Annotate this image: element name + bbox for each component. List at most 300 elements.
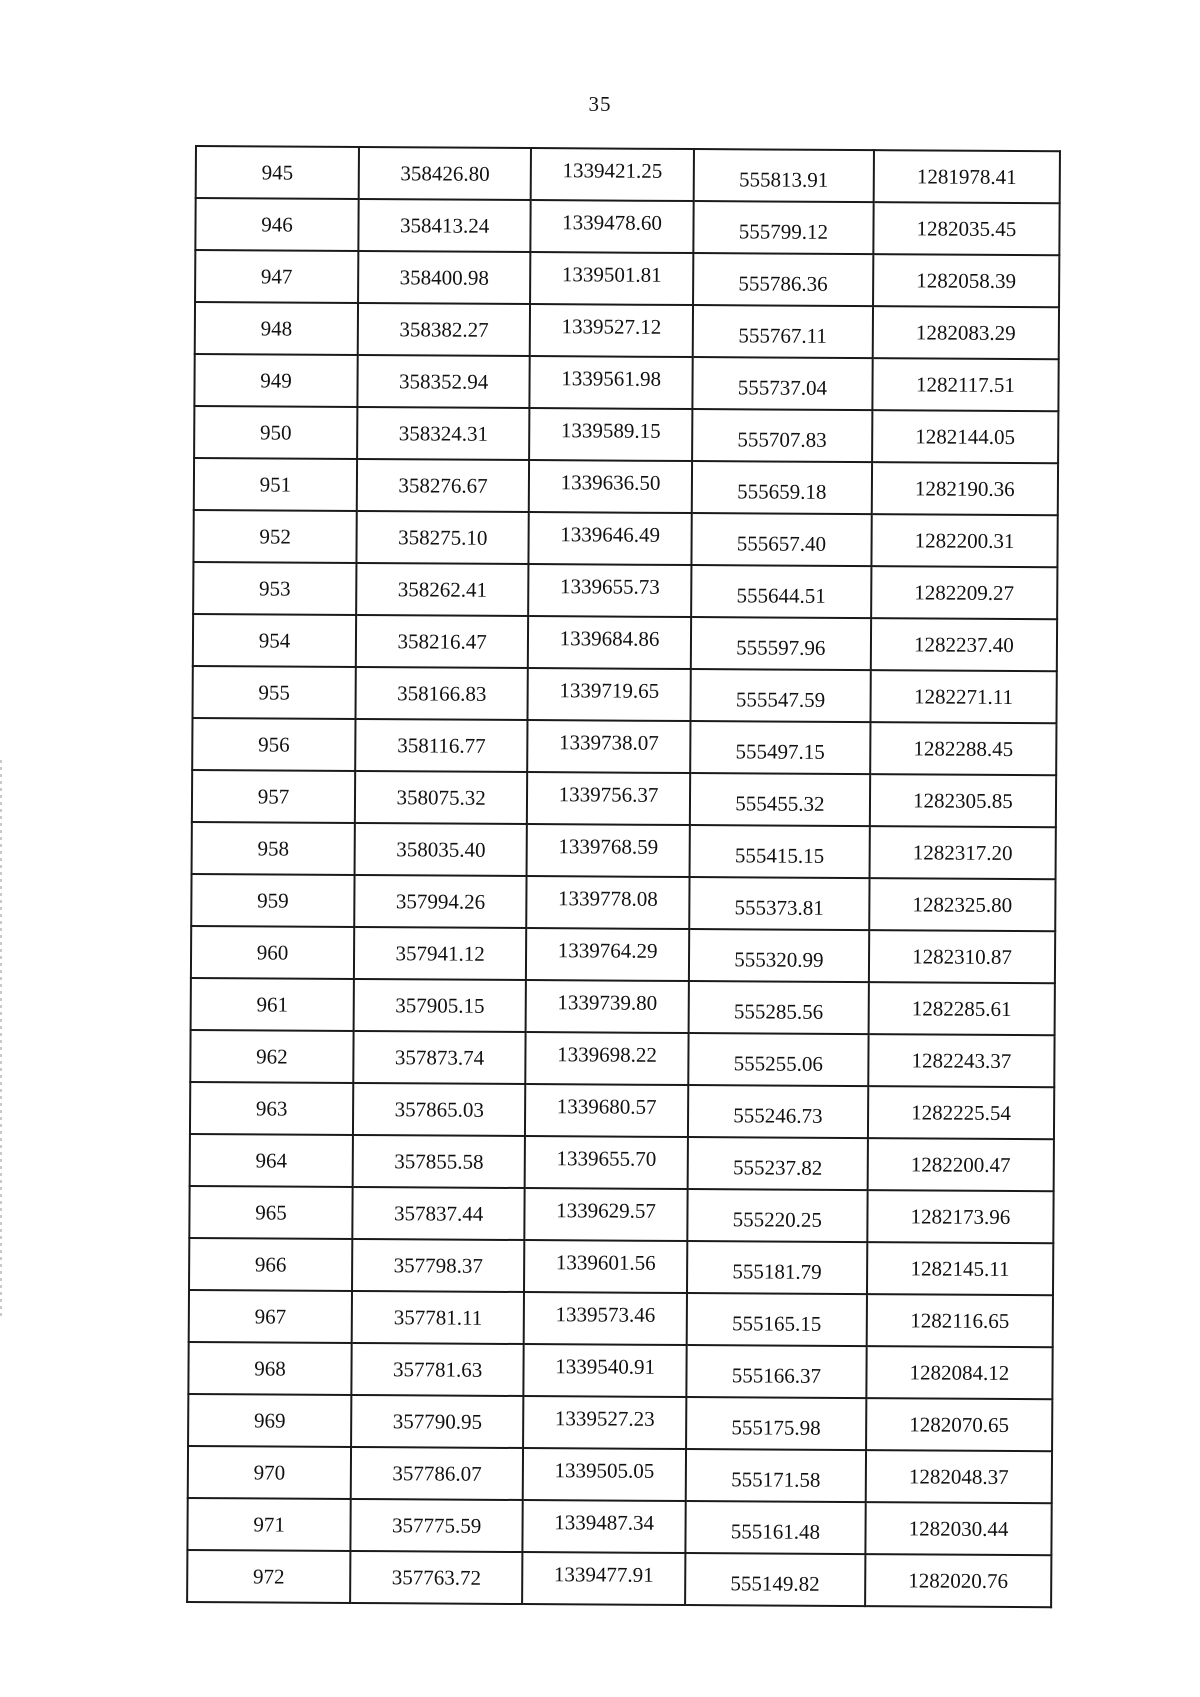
cell-text: 948	[260, 315, 293, 341]
coord-x1-cell	[354, 875, 526, 928]
cell-text: 1282305.85	[913, 787, 1013, 813]
coord-x2-cell	[689, 929, 869, 982]
cell-text: 1339589.15	[560, 417, 661, 443]
coord-x2-cell	[688, 1085, 868, 1138]
table-row	[194, 354, 1058, 411]
coord-x2-cell	[686, 1397, 866, 1450]
cell-text: 555165.15	[731, 1310, 822, 1336]
cell-text: 1282035.45	[916, 215, 1017, 241]
coord-x2-cell	[691, 513, 871, 566]
cell-text: 358035.40	[396, 836, 486, 862]
cell-text: 1339527.12	[561, 313, 662, 339]
cell-text: 1339739.80	[557, 989, 658, 1015]
coord-y2-cell	[868, 1086, 1054, 1139]
coord-x2-cell	[689, 825, 869, 878]
cell-text: 555149.82	[730, 1570, 820, 1596]
cell-text: 966	[254, 1251, 287, 1277]
table-row	[189, 1238, 1053, 1295]
cell-text: 555597.96	[736, 634, 826, 660]
cell-text: 555171.58	[731, 1466, 821, 1492]
coord-y2-cell	[873, 202, 1059, 255]
cell-text: 555373.81	[734, 894, 824, 920]
point-number-cell	[196, 146, 359, 199]
cell-text: 357798.37	[393, 1252, 484, 1278]
coord-x2-cell	[687, 1241, 867, 1294]
coord-x1-cell	[351, 1395, 523, 1448]
cell-text: 357763.72	[391, 1564, 482, 1590]
coord-x2-cell	[691, 617, 871, 670]
cell-text: 1282271.11	[914, 683, 1014, 709]
cell-text: 555415.15	[734, 842, 825, 868]
point-number-cell	[189, 1290, 352, 1343]
point-number-cell	[191, 978, 354, 1031]
coord-y2-cell	[871, 566, 1057, 619]
coord-y2-cell	[868, 1034, 1054, 1087]
cell-text: 555799.12	[738, 218, 829, 244]
coord-y1-cell	[526, 876, 689, 929]
cell-text: 555255.06	[733, 1050, 823, 1076]
cell-text: 1339540.91	[555, 1353, 656, 1379]
cell-text: 1339573.46	[555, 1301, 656, 1327]
point-number-cell	[192, 822, 355, 875]
coord-x2-cell	[692, 409, 872, 462]
cell-text: 949	[260, 367, 292, 393]
cell-text: 357905.15	[395, 992, 485, 1018]
cell-text: 959	[257, 887, 289, 913]
coord-y1-cell	[529, 512, 692, 565]
cell-text: 1339477.91	[553, 1561, 654, 1587]
coord-y2-cell	[867, 1294, 1053, 1347]
point-number-cell	[187, 1550, 350, 1603]
cell-text: 555246.73	[733, 1102, 823, 1128]
cell-text: 1282200.47	[910, 1151, 1011, 1177]
cell-text: 1339487.34	[554, 1509, 655, 1535]
coord-y1-cell	[529, 460, 692, 513]
cell-text: 555166.37	[731, 1362, 822, 1388]
cell-text: 953	[259, 575, 291, 601]
point-number-cell	[188, 1342, 351, 1395]
coord-x2-cell	[685, 1501, 865, 1554]
coord-y1-cell	[526, 1032, 689, 1085]
coord-y2-cell	[866, 1346, 1052, 1399]
cell-text: 358413.24	[399, 212, 490, 238]
coord-x1-cell	[357, 407, 529, 460]
cell-text: 952	[259, 523, 291, 549]
table-row	[191, 874, 1055, 931]
cell-text: 956	[258, 731, 290, 757]
coord-y2-cell	[869, 878, 1055, 931]
coord-y2-cell	[873, 306, 1059, 359]
coord-x2-cell	[693, 253, 873, 306]
cell-text: 968	[254, 1355, 286, 1381]
coord-y1-cell	[523, 1396, 686, 1449]
point-number-cell	[191, 926, 354, 979]
cell-text: 555181.79	[732, 1258, 822, 1284]
table-row	[193, 614, 1057, 671]
cell-text: 1282225.54	[911, 1099, 1011, 1125]
cell-text: 357781.11	[393, 1304, 483, 1330]
coord-y1-cell	[530, 252, 693, 305]
cell-text: 1282310.87	[912, 943, 1012, 969]
coord-x1-cell	[358, 251, 530, 304]
cell-text: 358116.77	[397, 732, 486, 758]
cell-text: 1282285.61	[911, 995, 1012, 1021]
coord-x2-cell	[688, 1137, 868, 1190]
point-number-cell	[189, 1238, 352, 1291]
coord-x1-cell	[354, 979, 526, 1032]
coord-x1-cell	[350, 1499, 522, 1552]
coord-y1-cell	[530, 356, 693, 409]
coord-x2-cell	[692, 461, 872, 514]
table-row	[189, 1186, 1053, 1243]
coord-y2-cell	[869, 930, 1055, 983]
coord-y1-cell	[522, 1552, 685, 1605]
cell-text: 965	[255, 1199, 287, 1225]
coord-y2-cell	[874, 150, 1060, 203]
cell-text: 1282243.37	[911, 1047, 1012, 1073]
cell-text: 1339629.57	[556, 1197, 657, 1223]
cell-text: 555813.91	[738, 166, 829, 192]
coord-y2-cell	[866, 1450, 1052, 1503]
cell-text: 1282070.65	[909, 1411, 1010, 1437]
cell-text: 1282084.12	[909, 1359, 1010, 1385]
point-number-cell	[194, 354, 357, 407]
cell-text: 969	[253, 1407, 286, 1433]
point-number-cell	[192, 666, 355, 719]
point-number-cell	[193, 562, 356, 615]
coord-x1-cell	[355, 719, 527, 772]
cell-text: 1281978.41	[916, 163, 1017, 189]
coord-y1-cell	[531, 200, 694, 253]
cell-text: 555320.99	[734, 946, 824, 972]
cell-text: 358400.98	[399, 264, 490, 290]
cell-text: 971	[253, 1511, 285, 1537]
coord-x1-cell	[354, 927, 526, 980]
cell-text: 951	[259, 471, 292, 497]
coord-x2-cell	[687, 1189, 867, 1242]
coord-y2-cell	[865, 1554, 1051, 1607]
table-row	[192, 666, 1056, 723]
coord-y1-cell	[525, 1084, 688, 1137]
coord-y1-cell	[531, 148, 694, 201]
coord-y1-cell	[530, 304, 693, 357]
table-row	[192, 718, 1056, 775]
point-number-cell	[194, 406, 357, 459]
cell-text: 358275.10	[398, 524, 488, 550]
table-row	[193, 562, 1057, 619]
coord-y1-cell	[525, 1188, 688, 1241]
cell-text: 357855.58	[394, 1148, 484, 1174]
coord-x1-cell	[353, 1031, 525, 1084]
cell-text: 1339680.57	[556, 1093, 657, 1119]
table-row	[188, 1446, 1052, 1503]
point-number-cell	[195, 250, 358, 303]
coord-x2-cell	[688, 981, 868, 1034]
cell-text: 555175.98	[731, 1414, 821, 1440]
point-number-cell	[188, 1394, 351, 1447]
cell-text: 945	[261, 159, 294, 185]
cell-text: 1282190.36	[914, 475, 1015, 501]
coord-y1-cell	[525, 1136, 688, 1189]
table-row	[192, 822, 1056, 879]
cell-text: 555547.59	[735, 686, 826, 712]
cell-text: 1282209.27	[914, 579, 1015, 605]
cell-text: 358075.32	[396, 784, 486, 810]
cell-text: 1339421.25	[562, 157, 663, 183]
coord-y2-cell	[870, 774, 1056, 827]
cell-text: 555707.83	[737, 426, 827, 452]
point-number-cell	[190, 1082, 353, 1135]
cell-text: 962	[256, 1043, 288, 1069]
coord-y1-cell	[529, 408, 692, 461]
cell-text: 358216.47	[397, 628, 487, 654]
coord-x1-cell	[355, 823, 527, 876]
cell-text: 972	[252, 1563, 285, 1589]
cell-text: 1339655.73	[559, 573, 660, 599]
coord-y2-cell	[872, 358, 1058, 411]
coord-x1-cell	[351, 1447, 523, 1500]
coord-y2-cell	[870, 670, 1056, 723]
coord-y1-cell	[524, 1240, 687, 1293]
cell-text: 357873.74	[394, 1044, 485, 1070]
coord-y2-cell	[868, 982, 1054, 1035]
coord-y2-cell	[873, 254, 1059, 307]
point-number-cell	[194, 458, 357, 511]
point-number-cell	[193, 614, 356, 667]
table-row	[191, 978, 1055, 1035]
coord-x2-cell	[685, 1553, 865, 1606]
coord-x1-cell	[351, 1343, 523, 1396]
cell-text: 555497.15	[735, 738, 825, 764]
cell-text: 357994.26	[395, 888, 486, 914]
table-row	[192, 770, 1056, 827]
table-row	[194, 458, 1058, 515]
cell-text: 1339505.05	[554, 1457, 655, 1483]
coord-y1-cell	[524, 1292, 687, 1345]
cell-text: 1339698.22	[557, 1041, 657, 1067]
cell-text: 358276.67	[398, 472, 488, 498]
point-number-cell	[195, 198, 358, 251]
cell-text: 1339764.29	[557, 937, 658, 963]
cell-text: 1282200.31	[914, 527, 1015, 553]
cell-text: 555161.48	[730, 1518, 821, 1544]
cell-text: 1339756.37	[558, 781, 659, 807]
cell-text: 1339636.50	[560, 469, 661, 495]
coord-y1-cell	[528, 564, 691, 617]
coord-y1-cell	[523, 1500, 686, 1553]
cell-text: 1282083.29	[915, 319, 1016, 345]
point-number-cell	[191, 874, 354, 927]
coord-x1-cell	[350, 1551, 522, 1604]
point-number-cell	[192, 718, 355, 771]
coord-y1-cell	[527, 772, 690, 825]
coord-x1-cell	[356, 615, 528, 668]
coord-y2-cell	[872, 410, 1058, 463]
coord-y2-cell	[865, 1502, 1051, 1555]
point-number-cell	[193, 510, 356, 563]
cell-text: 358166.83	[397, 680, 487, 706]
table-row	[193, 510, 1057, 567]
coord-x1-cell	[357, 355, 529, 408]
page-number: 35	[588, 92, 612, 116]
coord-x1-cell	[353, 1135, 525, 1188]
coord-y2-cell	[868, 1138, 1054, 1191]
coord-x2-cell	[689, 877, 869, 930]
cell-text: 357781.63	[392, 1356, 483, 1382]
coord-y1-cell	[527, 720, 690, 773]
cell-text: 1339561.98	[561, 365, 662, 391]
cell-text: 955	[258, 679, 291, 705]
coord-y1-cell	[526, 928, 689, 981]
coord-x1-cell	[352, 1187, 524, 1240]
table-row	[195, 302, 1059, 359]
coord-x2-cell	[687, 1293, 867, 1346]
coord-y1-cell	[528, 668, 691, 721]
cell-text: 1282117.51	[915, 371, 1016, 397]
cell-text: 1339719.65	[559, 677, 660, 703]
cell-text: 967	[254, 1303, 287, 1329]
table-row	[190, 1082, 1054, 1139]
cell-text: 963	[255, 1095, 288, 1121]
table-row	[188, 1394, 1052, 1451]
cell-text: 555237.82	[732, 1154, 823, 1180]
cell-text: 357775.59	[392, 1512, 482, 1538]
cell-text: 555767.11	[738, 322, 828, 348]
coord-x2-cell	[693, 201, 873, 254]
cell-text: 1339778.08	[558, 885, 658, 911]
cell-text: 964	[255, 1147, 288, 1173]
coord-y1-cell	[527, 824, 690, 877]
cell-text: 1339684.86	[559, 625, 660, 651]
coord-x1-cell	[355, 771, 527, 824]
cell-text: 358262.41	[397, 576, 488, 602]
coord-x1-cell	[359, 147, 531, 200]
cell-text: 947	[260, 263, 293, 289]
coord-y2-cell	[871, 618, 1057, 671]
cell-text: 357790.95	[392, 1408, 483, 1434]
coord-y2-cell	[869, 826, 1055, 879]
cell-text: 1282144.05	[915, 423, 1016, 449]
coord-x2-cell	[686, 1345, 866, 1398]
cell-text: 555737.04	[737, 374, 828, 400]
coord-x1-cell	[356, 563, 528, 616]
coord-y2-cell	[871, 514, 1057, 567]
table-row	[191, 926, 1055, 983]
cell-text: 357941.12	[395, 940, 485, 966]
cell-text: 358426.80	[400, 160, 490, 186]
cell-text: 1282325.80	[912, 891, 1013, 917]
coord-y2-cell	[870, 722, 1056, 775]
coord-y1-cell	[524, 1344, 687, 1397]
scan-edge-artifact	[0, 760, 2, 1320]
coord-x2-cell	[690, 773, 870, 826]
coord-x1-cell	[358, 199, 530, 252]
cell-text: 960	[256, 939, 289, 965]
cell-text: 1282030.44	[908, 1515, 1009, 1541]
cell-text: 1282145.11	[910, 1255, 1010, 1281]
cell-text: 1339768.59	[558, 833, 659, 859]
cell-text: 1339478.60	[562, 209, 663, 235]
point-number-cell	[190, 1134, 353, 1187]
cell-text: 555455.32	[735, 790, 825, 816]
coord-y2-cell	[867, 1190, 1053, 1243]
cell-text: 358352.94	[399, 368, 489, 394]
table-row	[190, 1030, 1054, 1087]
cell-text: 1339655.70	[556, 1145, 657, 1171]
coord-y2-cell	[867, 1242, 1053, 1295]
point-number-cell	[187, 1498, 350, 1551]
cell-text: 946	[261, 211, 293, 237]
coord-y1-cell	[526, 980, 689, 1033]
coord-x1-cell	[357, 459, 529, 512]
coord-x1-cell	[357, 511, 529, 564]
cell-text: 555657.40	[736, 530, 827, 556]
cell-text: 358382.27	[399, 316, 489, 342]
cell-text: 950	[259, 419, 292, 445]
cell-text: 1339527.23	[554, 1405, 655, 1431]
cell-text: 1282237.40	[913, 631, 1014, 657]
cell-text: 555220.25	[732, 1206, 823, 1232]
table-row	[195, 198, 1059, 255]
cell-text: 358324.31	[398, 420, 489, 446]
cell-text: 1282116.65	[910, 1307, 1010, 1333]
cell-text: 1339646.49	[560, 521, 661, 547]
cell-text: 958	[257, 835, 290, 861]
table-row	[189, 1290, 1053, 1347]
coord-x1-cell	[352, 1291, 524, 1344]
coord-x1-cell	[353, 1083, 525, 1136]
table-row	[187, 1498, 1051, 1555]
cell-text: 555786.36	[738, 270, 828, 296]
coord-x1-cell	[352, 1239, 524, 1292]
cell-text: 1282173.96	[910, 1203, 1011, 1229]
point-number-cell	[188, 1446, 351, 1499]
cell-text: 957	[257, 783, 290, 809]
cell-text: 961	[256, 991, 289, 1017]
coordinate-table-body	[187, 146, 1060, 1607]
cell-text: 357865.03	[394, 1096, 484, 1122]
table-row	[190, 1134, 1054, 1191]
coord-x1-cell	[358, 303, 530, 356]
cell-text: 357786.07	[392, 1460, 482, 1486]
point-number-cell	[189, 1186, 352, 1239]
coord-x2-cell	[694, 149, 874, 202]
cell-text: 555659.18	[737, 478, 827, 504]
cell-text: 1282020.76	[908, 1567, 1009, 1593]
cell-text: 1282288.45	[913, 735, 1014, 761]
point-number-cell	[192, 770, 355, 823]
coord-x2-cell	[692, 357, 872, 410]
point-number-cell	[195, 302, 358, 355]
table-row	[196, 146, 1060, 203]
cell-text: 1282048.37	[908, 1463, 1009, 1489]
table-row	[187, 1550, 1051, 1607]
coord-x2-cell	[688, 1033, 868, 1086]
coord-x1-cell	[356, 667, 528, 720]
point-number-cell	[190, 1030, 353, 1083]
coord-x2-cell	[686, 1449, 866, 1502]
coordinate-table	[186, 145, 1061, 1608]
coord-x2-cell	[691, 565, 871, 618]
table-row	[188, 1342, 1052, 1399]
cell-text: 1339738.07	[558, 729, 659, 755]
cell-text: 954	[258, 627, 291, 653]
cell-text: 1339501.81	[561, 261, 662, 287]
cell-text: 555285.56	[733, 998, 824, 1024]
coord-x2-cell	[690, 669, 870, 722]
cell-text: 1282317.20	[912, 839, 1013, 865]
coord-y1-cell	[523, 1448, 686, 1501]
